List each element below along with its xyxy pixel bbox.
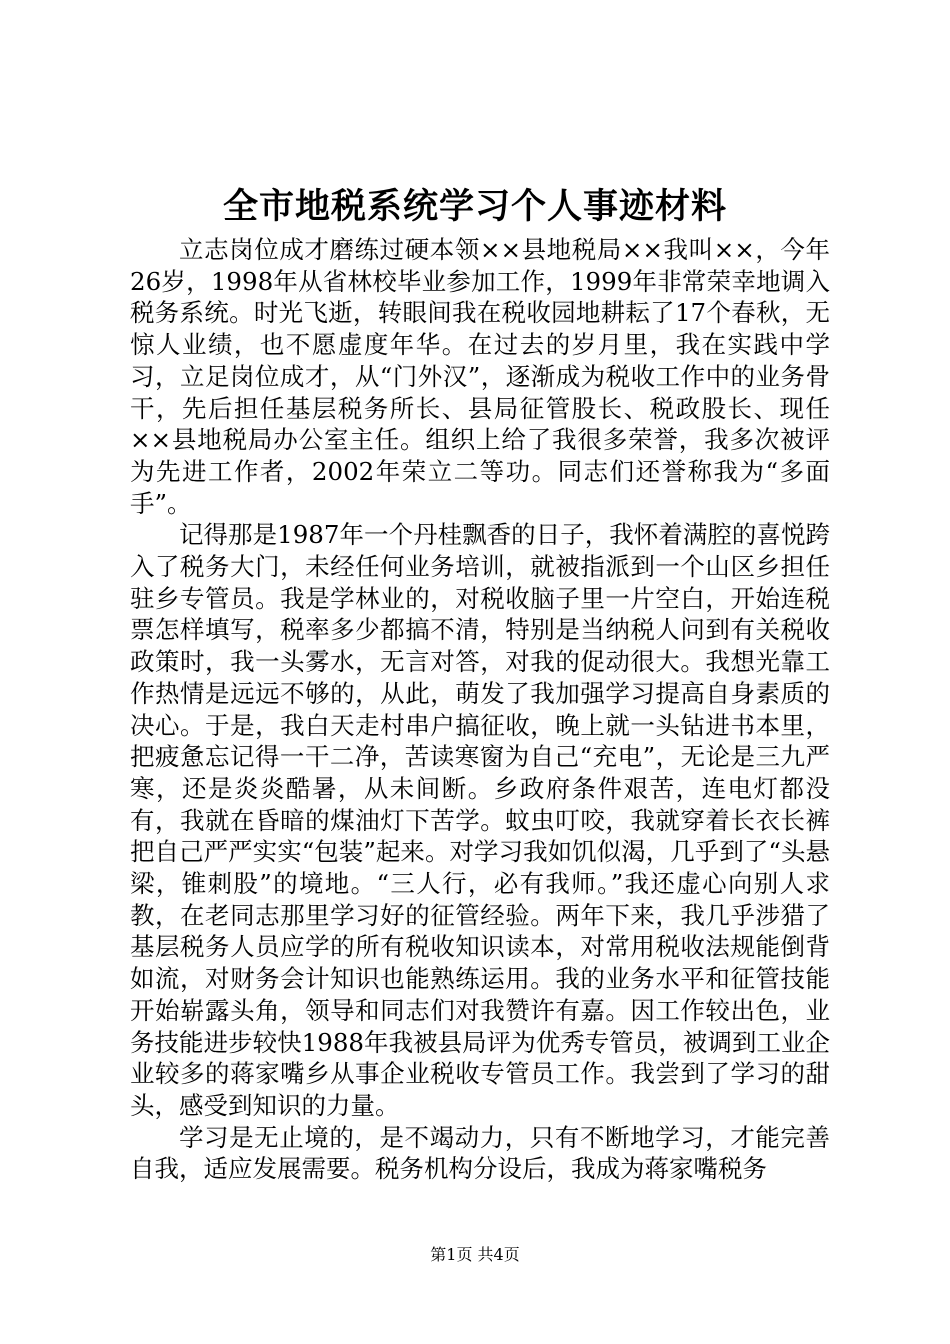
paragraph-1: 立志岗位成才磨练过硬本领××县地税局××我叫××，今年26岁，1998年从省林校毕业参加工作，1999年非常荣幸地调入税务系统。时光飞逝，转眼间我在税收园地耕耘了17个春秋，无惊人业绩，也不愿虚度年华。在过去的岁月里，我在实践中学习，立足岗位成才，从“门外汉”，逐渐成为税收工作中的业务骨干，先后担任基层税务所长、县局征管股长、税政股长、现任××县地税局办公室主任。组织上给了我很多荣誉，我多次被评为先进工作者，2002年荣立二等功。同志们还誉称我为“多面手”。 [130,235,830,518]
page-number-footer: 第1页 共4页 [430,1245,520,1264]
document-title: 全市地税系统学习个人事迹材料 [222,186,727,227]
paragraph-2: 记得那是1987年一个丹桂飘香的日子，我怀着满腔的喜悦跨入了税务大门，未经任何业务培训，就被指派到一个山区乡担任驻乡专管员。我是学林业的，对税收脑子里一片空白，开始连税票怎样填写，税率多少都搞不清，特别是当纳税人问到有关税收政策时，我一头雾水，无言对答，对我的促动很大。我想光靠工作热情是远远不够的，从此，萌发了我加强学习提高自身素质的决心。于是，我白天走村串户搞征收，晚上就一头钻进书本里，把疲惫忘记得一干二净，苦读寒窗为自己“充电”，无论是三九严寒，还是炎炎酷暑，从未间断。乡政府条件艰苦，连电灯都没有，我就在昏暗的煤油灯下苦学。蚊虫叮咬，我就穿着长衣长裤把自己严严实实“包装”起来。对学习我如饥似渴，几乎到了“头悬梁，锥刺股”的境地。“三人行，必有我师。”我还虚心向别人求教，在老同志那里学习好的征管经验。两年下来，我几乎涉猎了基层税务人员应学的所有税收知识读本，对常用税收法规能倒背如流，对财务会计知识也能熟练运用。我的业务水平和征管技能开始崭露头角，领导和同志们对我赞许有嘉。因工作较出色，业务技能进步较快1988年我被县局评为优秀专管员，被调到工业企业较多的蒋家嘴乡从事企业税收专管员工作。我尝到了学习的甜头，感受到知识的力量。 [130,520,830,1120]
document-body [130,234,830,1185]
paragraph-3: 学习是无止境的，是不竭动力，只有不断地学习，才能完善自我，适应发展需要。税务机构分设后，我成为蒋家嘴税务 [130,1122,830,1184]
